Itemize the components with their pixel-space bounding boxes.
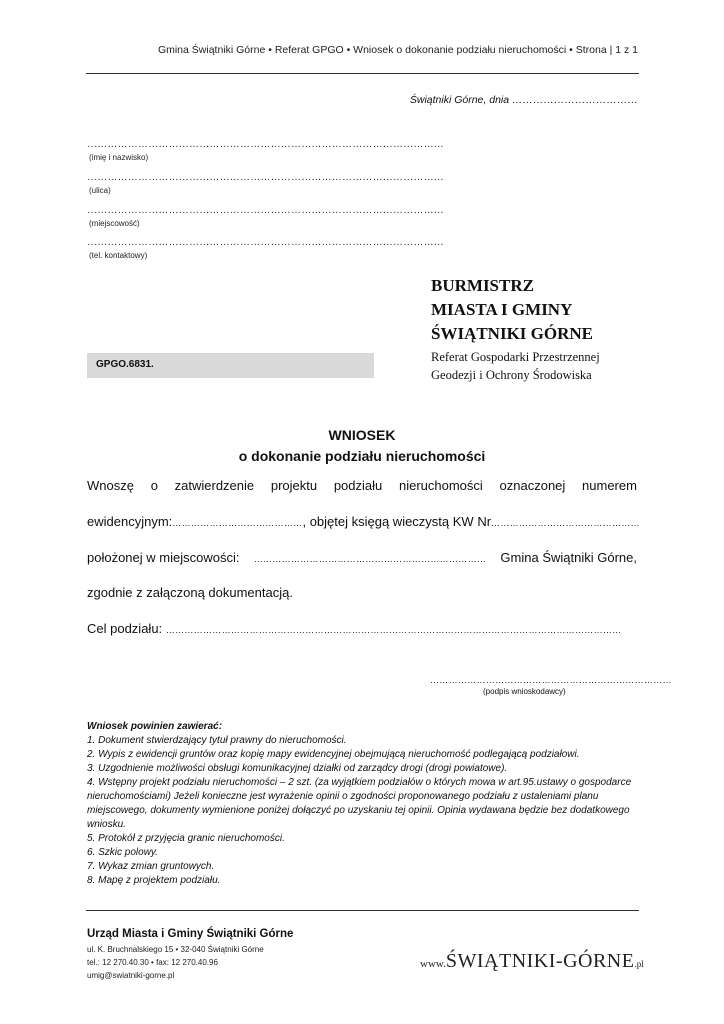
footer-office-name: Urząd Miasta i Gminy Świątniki Górne [87,928,294,940]
city-field[interactable]: …………………………………………………………………………………………… [87,205,444,216]
street-field[interactable]: …………………………………………………………………………………………… [87,172,444,183]
signature-label: (podpis wnioskodawcy) [483,687,566,696]
authority-dept-2: Geodezji i Ochrony Środowiska [431,368,592,382]
form-title: WNIOSEK [328,427,396,443]
requirement-item: 2. Wypis z ewidencji gruntów oraz kopię mapy ewidencyjnej obejmującą nieruchomość podlegającą podziałowi. [87,749,580,760]
requirement-item: 7. Wykaz zmian gruntowych. [87,861,215,872]
word: projektu [270,478,318,493]
requirements-heading: Wniosek powinien zawierać: [87,721,223,732]
street-label: (ulica) [89,186,111,195]
body-line-2 [87,514,640,529]
phone-field[interactable]: …………………………………………………………………………………………… [87,237,444,248]
page-header: Gmina Świątniki Górne • Referat GPGO • Wniosek o dokonanie podziału nieruchomości • Strona | 1 z 1 [157,44,638,56]
logo-main: ŚWIĄTNIKI-GÓRNE [445,950,635,972]
authority-title-2: MIASTA I GMINY [431,300,573,319]
word: zatwierdzenie [174,478,255,493]
word: Wnoszę [87,478,134,493]
requirement-item: 6. Szkic polowy. [87,847,158,858]
logo-prefix: www. [420,958,446,970]
label-gmina: Gmina Świątniki Górne, [500,550,637,565]
authority-block [431,274,600,384]
body-line-4: zgodnie z załączoną dokumentacją. [87,585,293,600]
label-purpose: Cel podziału: [87,621,163,636]
body-line-1 [87,478,637,493]
body-line-3 [87,550,637,565]
phone-label: (tel. kontaktowy) [89,251,148,260]
footer-email[interactable]: umig@swiatniki-gorne.pl [87,971,175,980]
word: nieruchomości [398,478,483,493]
requirement-item: 4. Wstępny projekt podziału nieruchomości – 2 szt. (za wyjątkiem podziałów o których mowa w art.95.ustawy o gospodarce nieruchomościami) Jeżeli konieczne jest wyrażenie opinii o zgodności proponowanego podziału z ustaleniami planu miejscowego, dokumenty wymienione poniżej dołączyć po uzyskaniu tej opinii. Opinia wydawana będzie bez dodatkowego wniosku. [87,777,632,830]
name-field[interactable]: …………………………………………………………………………………………… [87,139,444,150]
name-label: (imię i nazwisko) [89,153,149,162]
authority-title-1: BURMISTRZ [431,276,534,295]
parcel-number-field[interactable]: …………………………………… [172,518,303,528]
case-number: GPGO.6831. [96,359,154,370]
authority-title-3: ŚWIĄTNIKI GÓRNE [431,324,594,343]
kw-number-field[interactable]: ………………………………………… [491,518,640,528]
word: numerem [582,478,637,493]
form-subtitle: o dokonanie podziału nieruchomości [238,448,486,464]
signature-field[interactable]: …………………………………………………………………… [430,675,672,685]
requirement-item: 1. Dokument stwierdzający tytuł prawny do nieruchomości. [87,735,347,746]
footer-address: ul. K. Bruchnalskiego 15 • 32-040 Świątniki Górne [87,945,264,954]
footer-rule [86,910,639,911]
logo-suffix: .pl [634,959,644,969]
purpose-field[interactable]: ………………………………………………………………………………………………………………………………… [165,625,622,635]
website-logo[interactable] [420,950,644,973]
label-locality: położonej w miejscowości: [87,550,240,565]
word: o [150,478,158,493]
label-ewidencyjnym: ewidencyjnym: [87,514,173,529]
date-line: Świątniki Górne, dnia ……………………………… [409,94,638,106]
requirement-item: 8. Mapę z projektem podziału. [87,875,221,886]
word: podziału [333,478,383,493]
requirement-item: 3. Uzgodnienie możliwości obsługi komunikacyjnej działki od zarządcy drogi (drogi powiatowe). [87,763,508,774]
requirements-list [87,720,647,888]
header-rule [86,73,639,74]
label-kw: , objętej księgą wieczystą KW Nr [302,514,492,529]
word: oznaczonej [499,478,566,493]
footer-phones: tel.: 12 270.40.30 • fax: 12 270.40.96 [87,958,218,967]
authority-dept-1: Referat Gospodarki Przestrzennej [431,350,600,364]
requirement-item: 5. Protokół z przyjęcia granic nieruchomości. [87,833,285,844]
locality-field[interactable]: ………………………………………………………………… [253,554,487,564]
city-label: (miejscowość) [89,219,140,228]
body-line-5 [87,621,637,636]
